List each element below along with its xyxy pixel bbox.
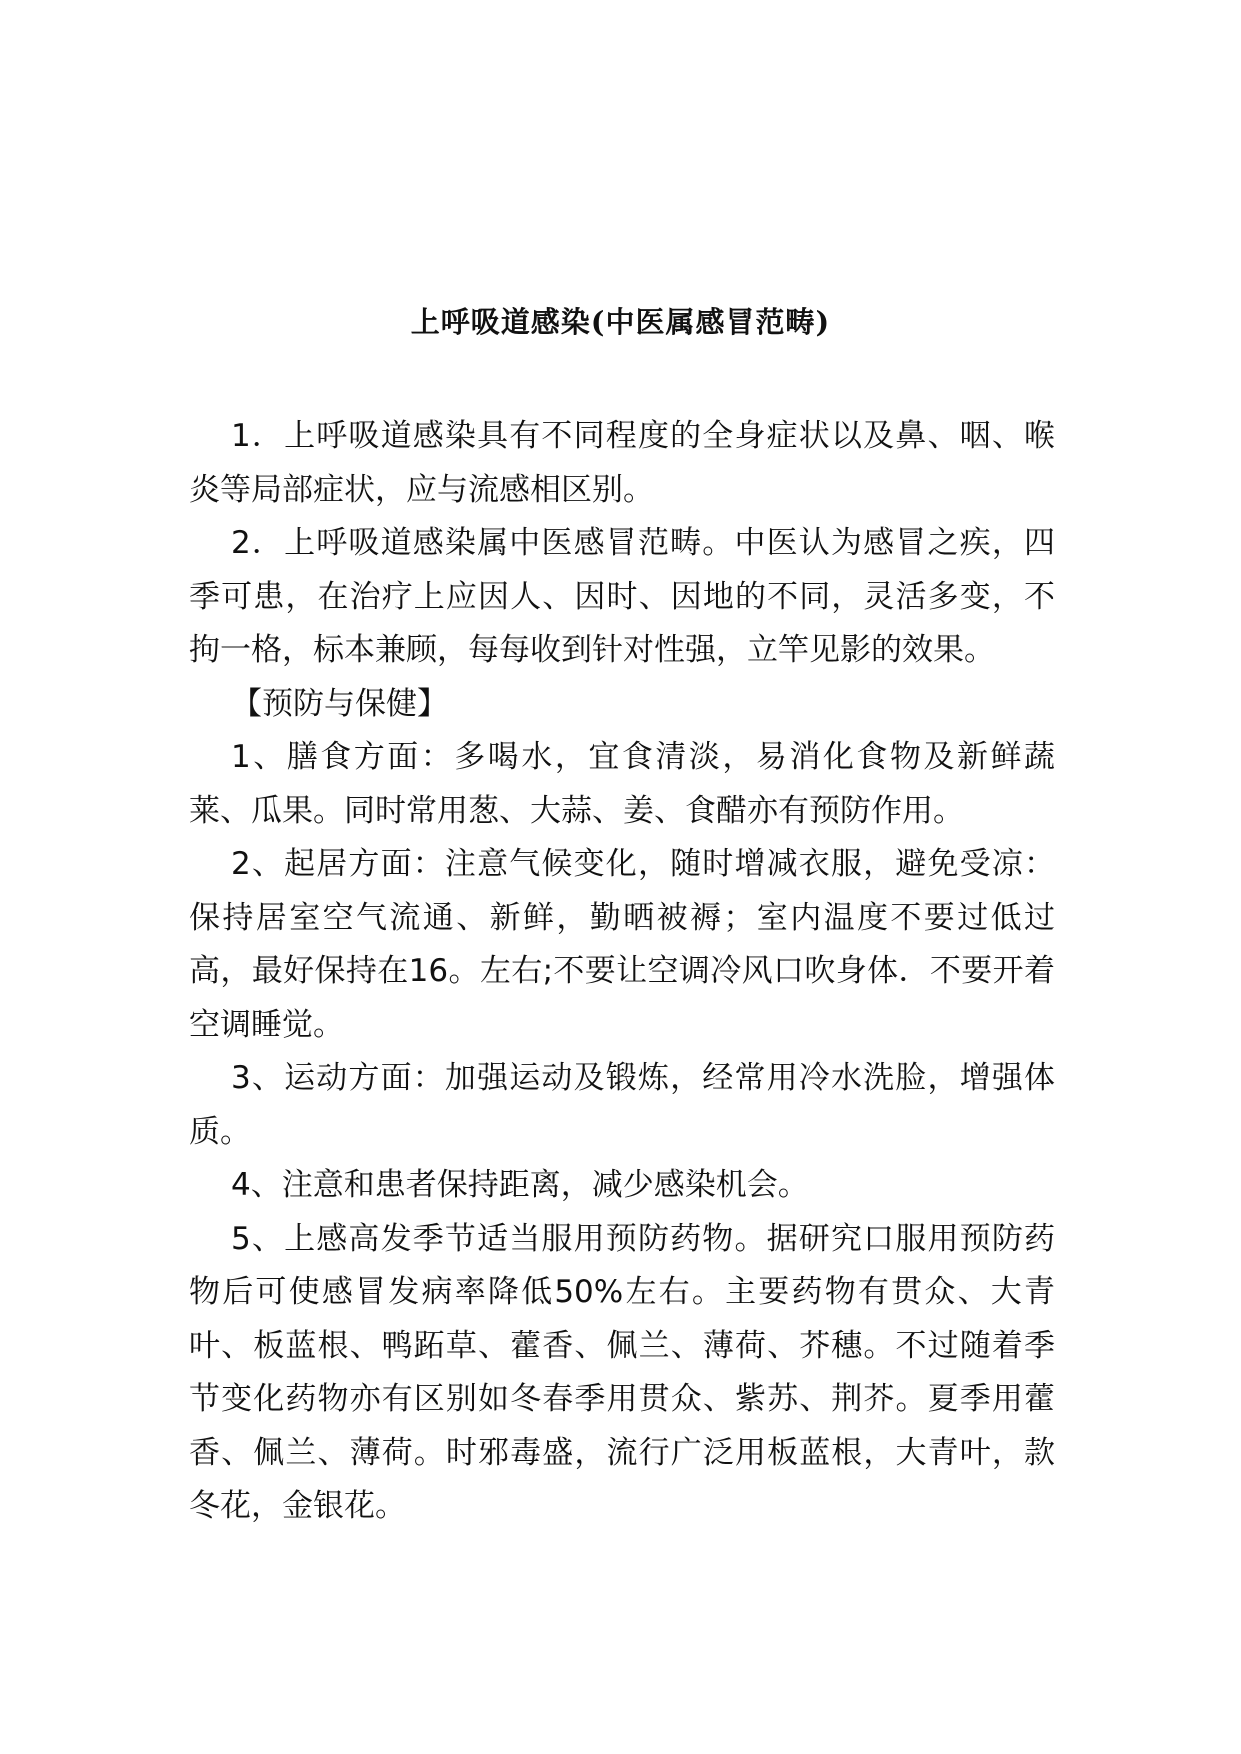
paragraph-diet: 1、膳食方面：多喝水，宜食清淡，易消化食物及新鲜蔬莱、瓜果。同时常用葱、大蒜、姜、食醋亦有预防作用。 xyxy=(189,739,1055,829)
paragraph-exercise: 3、运动方面：加强运动及锻炼，经常用冷水洗脸，增强体质。 xyxy=(189,1060,1055,1150)
section-heading-prevention: 【预防与保健】 xyxy=(231,685,448,722)
paragraph-1: 1．上呼吸道感染具有不同程度的全身症状以及鼻、咽、喉炎等局部症状，应与流感相区别。 xyxy=(189,418,1055,508)
document-body xyxy=(189,410,1055,1534)
paragraph-medication: 5、上感高发季节适当服用预防药物。据研究口服用预防药物后可使感冒发病率降低50%左右。主要药物有贯众、大青叶、板蓝根、鸭跖草、藿香、佩兰、薄荷、芥穗。不过随着季节变化药物亦有区别如冬春季用贯众、紫苏、荆芥。夏季用藿香、佩兰、薄荷。时邪毒盛，流行广泛用板蓝根，大青叶，款冬花，金银花。 xyxy=(189,1220,1055,1524)
paragraph-2: 2．上呼吸道感染属中医感冒范畴。中医认为感冒之疾，四 季可患，在治疗上应因人、因时、因地的不同，灵活多变，不拘一格，标本兼顾，每每收到针对性强，立竿见影的效果。 xyxy=(189,525,1055,668)
paragraph-daily-living: 2、起居方面：注意气候变化，随时增减衣服，避免受凉：保持居室空气流通、新鲜，勤晒被褥；室内温度不要过低过高，最好保持在16。左右;不要让空调冷风口吹身体．不要开着空调睡觉。 xyxy=(189,846,1055,1043)
paragraph-distance: 4、注意和患者保持距离，减少感染机会。 xyxy=(231,1167,809,1203)
page-title: 上呼吸道感染(中医属感冒范畴) xyxy=(410,305,831,339)
